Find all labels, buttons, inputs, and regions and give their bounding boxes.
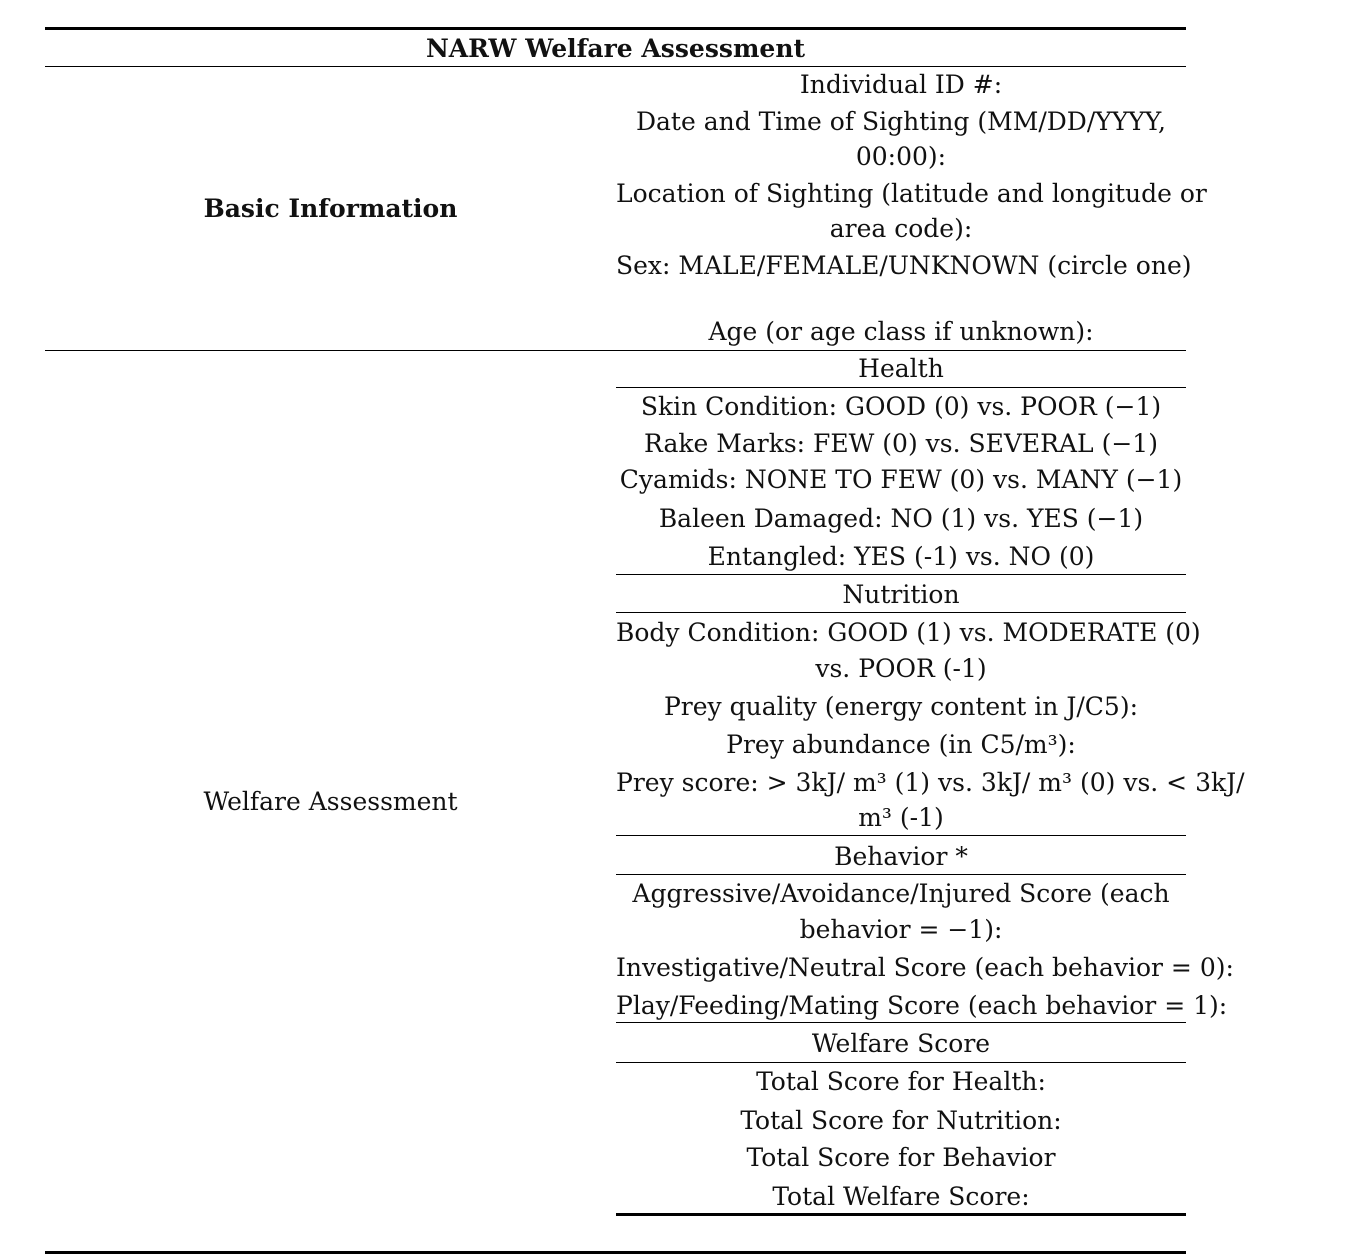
aggressive-score-line1: Aggressive/Avoidance/Injured Score (each <box>632 879 1170 908</box>
body-condition-line2: vs. POOR (-1) <box>815 654 987 683</box>
health-header: Health <box>858 354 944 383</box>
health-item-cyamids: Cyamids: NONE TO FEW (0) vs. MANY (−1) <box>619 465 1183 494</box>
aggressive-score-line2: behavior = −1): <box>799 915 1003 944</box>
score-header-rule <box>616 1062 1186 1063</box>
total-nutrition-score: Total Score for Nutrition: <box>740 1106 1062 1135</box>
prey-quality: Prey quality (energy content in J/C5): <box>663 692 1138 721</box>
play-score: Play/Feeding/Mating Score (each behavior = 1): <box>616 991 1228 1020</box>
date-time-field-line2: 00:00): <box>855 142 947 171</box>
total-welfare-score: Total Welfare Score: <box>772 1182 1030 1211</box>
prey-abundance: Prey abundance (in C5/m³): <box>726 730 1076 759</box>
prey-score-line2: m³ (-1) <box>858 803 944 832</box>
table-top-rule <box>45 27 1186 30</box>
health-item-baleen: Baleen Damaged: NO (1) vs. YES (−1) <box>658 504 1144 533</box>
date-time-field-line1: Date and Time of Sighting (MM/DD/YYYY, <box>635 107 1166 136</box>
welfare-score-header: Welfare Score <box>811 1029 991 1058</box>
welfare-assessment-label: Welfare Assessment <box>203 787 458 816</box>
behavior-header: Behavior * <box>834 842 968 871</box>
health-item-skin: Skin Condition: GOOD (0) vs. POOR (−1) <box>640 392 1162 421</box>
table-bottom-rule <box>45 1251 1186 1254</box>
health-header-rule <box>616 387 1186 388</box>
sex-field: Sex: MALE/FEMALE/UNKNOWN (circle one) <box>616 251 1192 280</box>
location-field-line1: Location of Sighting (latitude and longitude or <box>616 179 1207 208</box>
health-item-rake: Rake Marks: FEW (0) vs. SEVERAL (−1) <box>644 429 1158 458</box>
basic-info-label: Basic Information <box>203 194 458 223</box>
age-field: Age (or age class if unknown): <box>708 317 1094 346</box>
individual-id-field: Individual ID #: <box>799 70 1003 99</box>
total-health-score: Total Score for Health: <box>756 1067 1046 1096</box>
total-behavior-score: Total Score for Behavior <box>746 1143 1056 1172</box>
investigative-score: Investigative/Neutral Score (each behavior = 0): <box>616 953 1234 982</box>
body-condition-line1: Body Condition: GOOD (1) vs. MODERATE (0) <box>616 618 1201 647</box>
location-field-line2: area code): <box>829 214 973 243</box>
table-title: NARW Welfare Assessment <box>425 34 806 63</box>
health-item-entangled: Entangled: YES (-1) vs. NO (0) <box>707 542 1095 571</box>
prey-score-line1: Prey score: > 3kJ/ m³ (1) vs. 3kJ/ m³ (0) vs. < 3kJ/ <box>616 768 1245 797</box>
nutrition-header: Nutrition <box>842 580 960 609</box>
